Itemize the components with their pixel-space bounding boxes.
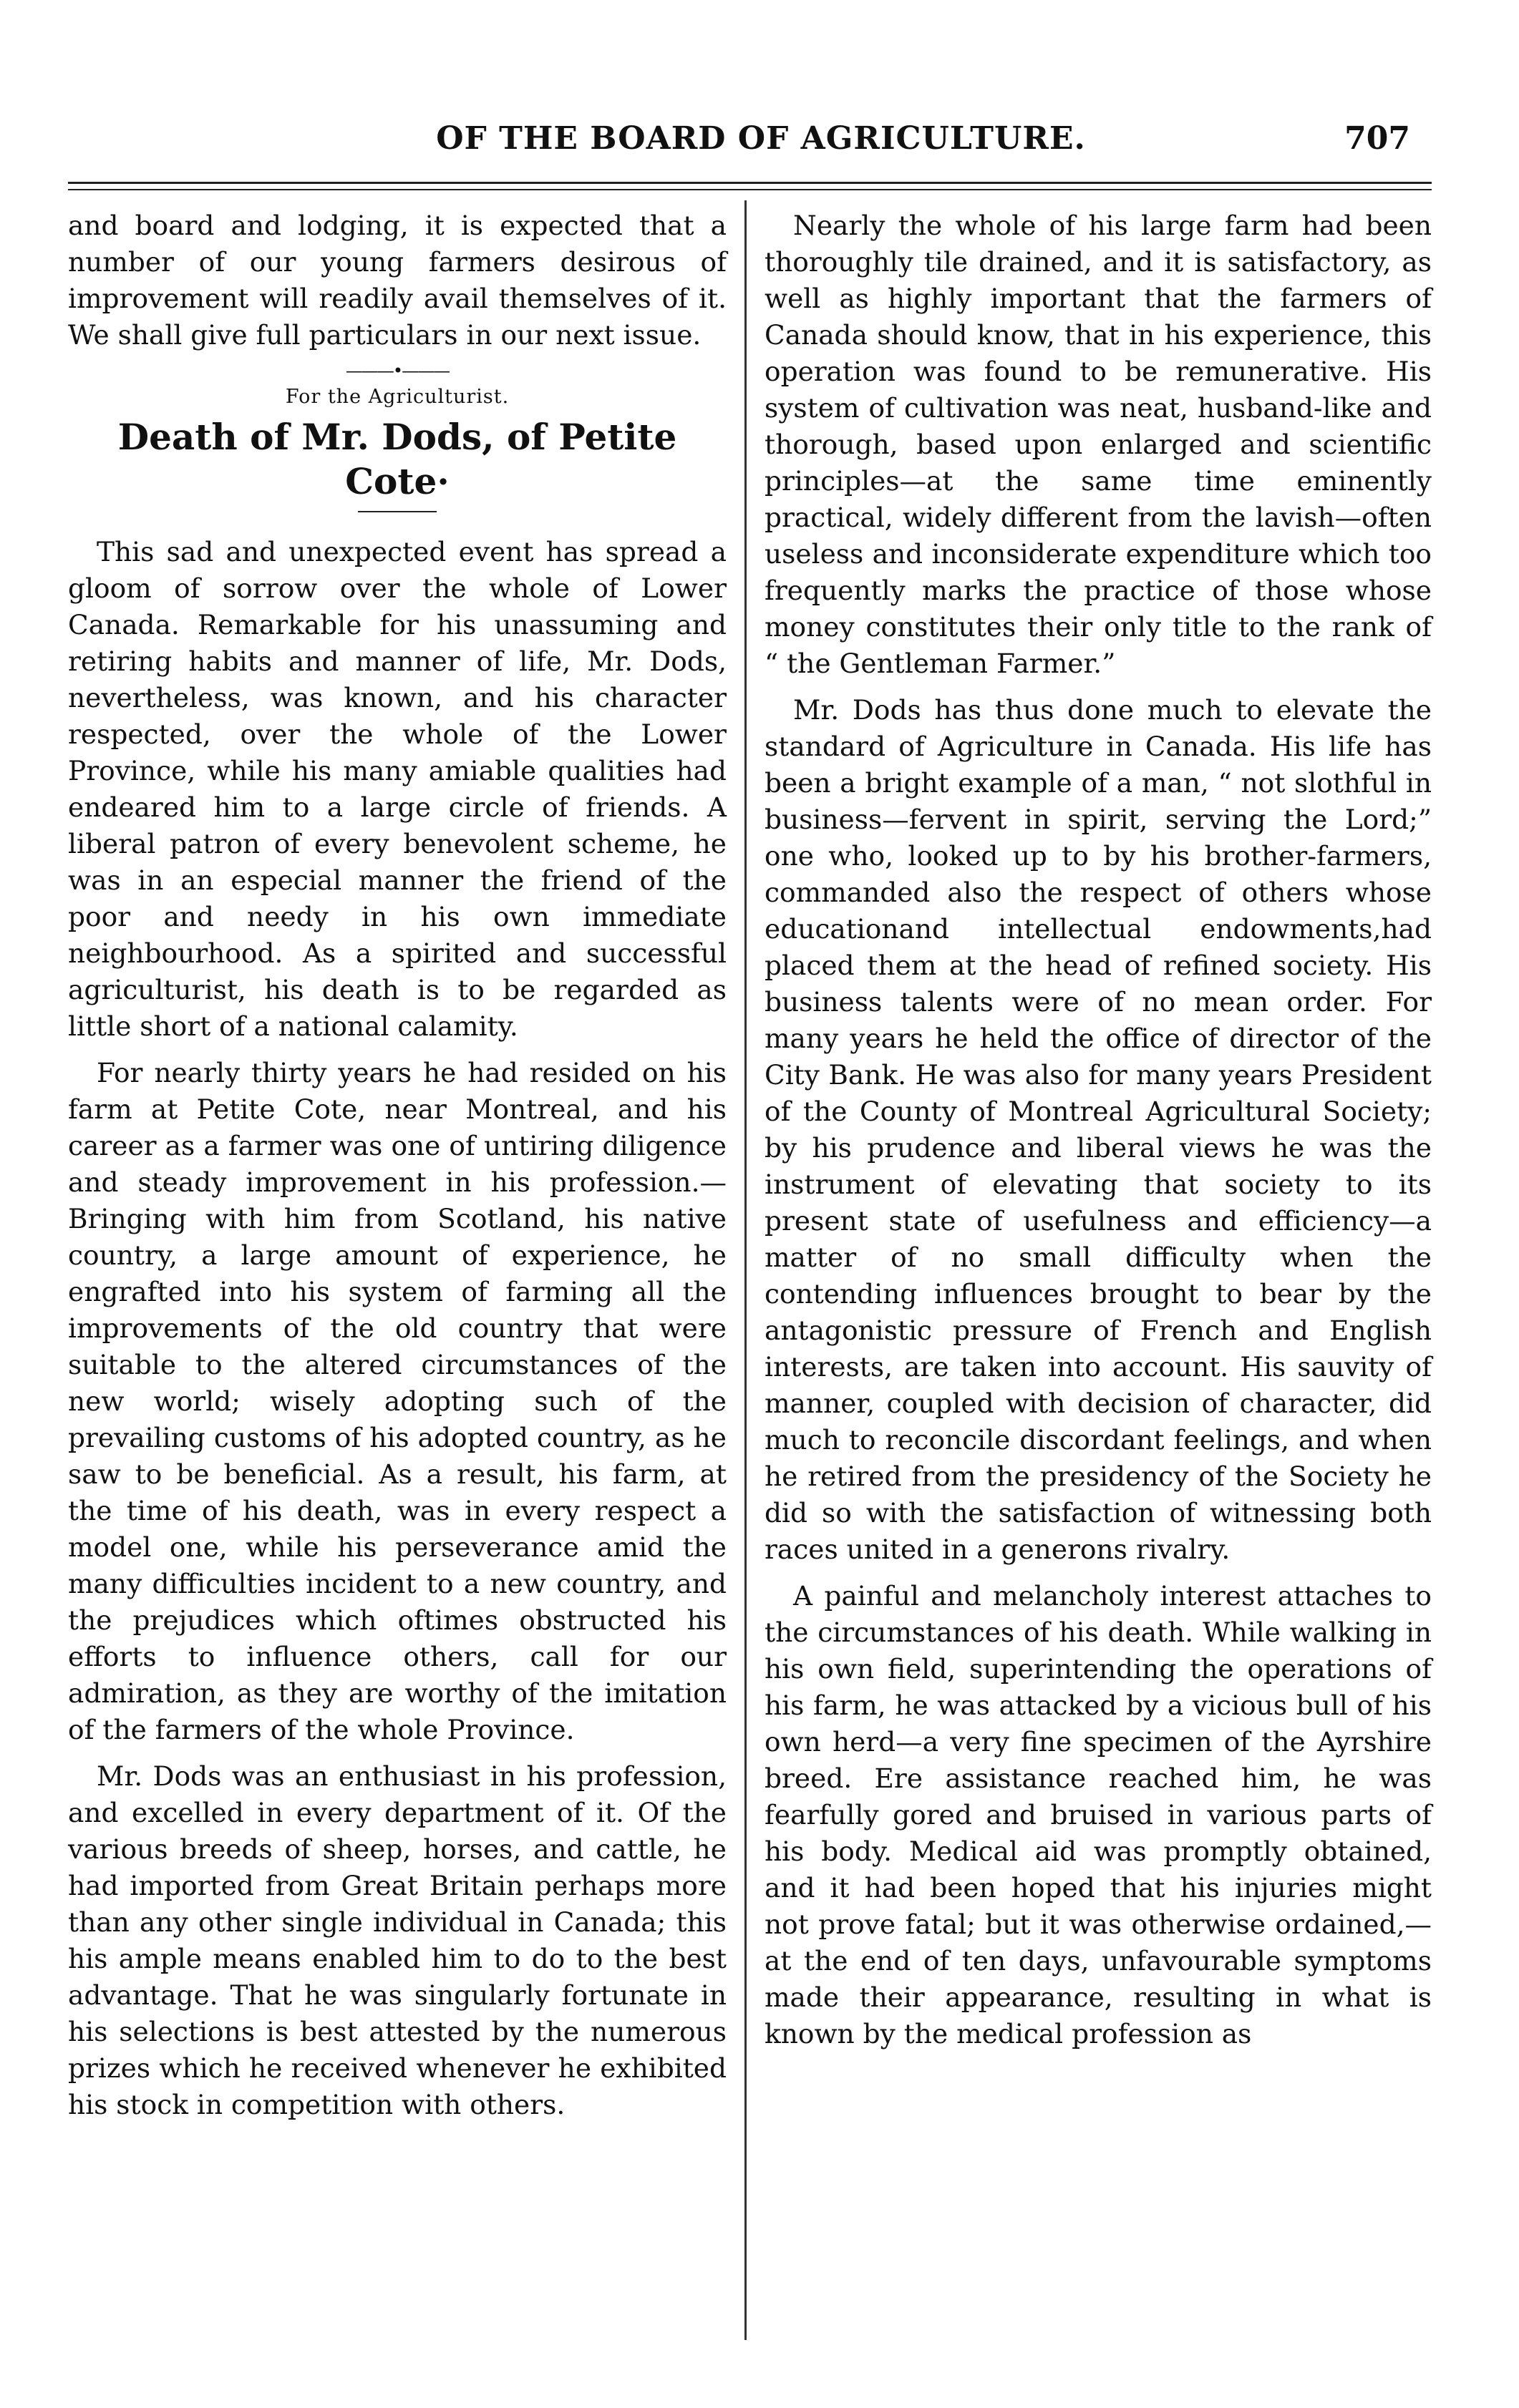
- intro-paragraph: and board and lodging, it is expected that a number of our young farmers desirous of improvement will readily avail themselves of it. We shall give full particulars in our next issue.: [68, 210, 727, 351]
- credit-line: For the Agriculturist.: [285, 386, 510, 408]
- article-paragraph: Nearly the whole of his large farm had been thoroughly tile drained, and it is satisfactory, as well as highly important that the farmers of Canada should know, that in his experience, this operation was found to be remunerative. His system of cultivation was neat, husband-like and thorough, based upon enlarged and scientific principles—at the same time eminently practical, widely different from the lavish—often useless and inconsiderate expenditure which too frequently marks the practice of those whose money constitutes their only title to the rank of “ the Gentleman Farmer.”: [765, 210, 1432, 679]
- article-title: Death of Mr. Dods, of Petite Cote·: [117, 416, 677, 502]
- article-paragraph: For nearly thirty years he had resided on his farm at Petite Cote, near Montreal, and his career as a farmer was one of untiring diligence and steady improvement in his profession.— Bringing with him from Scotland, his native country, a large amount of experience, he engrafted into his system of farming all the improvements of the old country that were suitable to the altered circumstances of the new world; wisely adopting such of the prevailing customs of his adopted country, as he saw to be beneficial. As a result, his farm, at the time of his death, was in every respect a model one, while his perseverance amid the many difficulties incident to a new country, and the prejudices which oftimes obstructed his efforts to influence others, call for our admiration, as they are worthy of the imitation of the farmers of the whole Province.: [68, 1057, 727, 1745]
- column-divider: [744, 200, 747, 2340]
- left-column: [68, 208, 727, 2133]
- running-title: OF THE BOARD OF AGRICULTURE.: [436, 120, 1086, 157]
- title-rule: [358, 511, 437, 512]
- header-rule-top: [68, 182, 1432, 184]
- right-column: [765, 208, 1432, 2062]
- page-number: 707: [1344, 120, 1410, 157]
- article-paragraph: Mr. Dods has thus done much to elevate the standard of Agriculture in Canada. His life has been a bright example of a man, “ not slothful in business—fervent in spirit, serving the Lord;” one who, looked up to by his brother-farmers, commanded also the respect of others whose educationand intellectual endowments,had placed them at the head of refined society. His business talents were of no mean order. For many years he held the office of director of the City Bank. He was also for many years President of the County of Montreal Agricultural Society; by his prudence and liberal views he was the instrument of elevating that society to its present state of usefulness and efficiency—a matter of no small difficulty when the contending influences brought to bear by the antagonistic pressure of French and English interests, are taken into account. His sauvity of manner, coupled with decision of character, did much to reconcile discordant feelings, and when he retired from the presidency of the Society he did so with the satisfaction of witnessing both races united in a generons rivalry.: [765, 694, 1432, 1565]
- article-paragraph: Mr. Dods was an enthusiast in his profession, and excelled in every department of it. Of the various breeds of sheep, horses, and cattle, he had imported from Great Britain perhaps more than any other single individual in Canada; this his ample means enabled him to do to the best advantage. That he was singularly fortunate in his selections is best attested by the numerous prizes which he received whenever he exhibited his stock in competition with others.: [68, 1760, 727, 2120]
- article-paragraph: A painful and melancholy interest attaches to the circumstances of his death. While walking in his own field, superintending the operations of his farm, he was attacked by a vicious bull of his own herd—a very fine specimen of the Ayrshire breed. Ere assistance reached him, he was fearfully gored and bruised in various parts of his body. Medical aid was promptly obtained, and it had been hoped that his injuries might not prove fatal; but it was otherwise ordained,—at the end of ten days, unfavourable symptoms made their appearance, resulting in what is known by the medical profession as: [765, 1580, 1432, 2049]
- separator-ornament: ———•———: [345, 361, 450, 381]
- header-rule-bottom: [68, 189, 1432, 190]
- article-paragraph: This sad and unexpected event has spread a gloom of sorrow over the whole of Lower Canada. Remarkable for his unassuming and retiring habits and manner of life, Mr. Dods, nevertheless, was known, and his character respected, over the whole of the Lower Province, while his many amiable qualities had endeared him to a large circle of friends. A liberal patron of every benevolent scheme, he was in an especial manner the friend of the poor and needy in his own immediate neighbourhood. As a spirited and successful agriculturist, his death is to be regarded as little short of a national calamity.: [68, 536, 727, 1042]
